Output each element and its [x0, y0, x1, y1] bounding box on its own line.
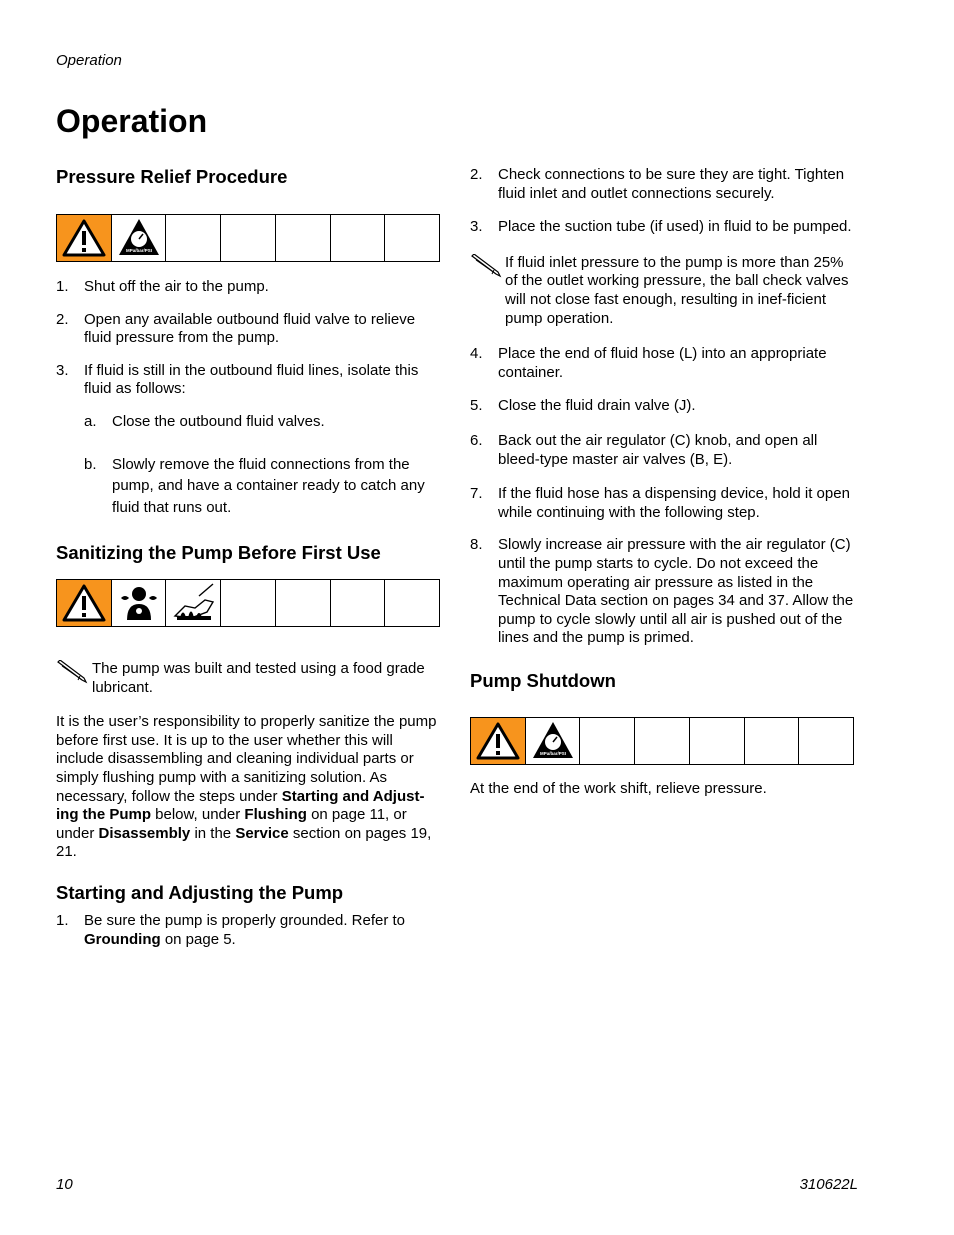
step — [470, 536, 854, 648]
empty-symbol-cell — [220, 580, 275, 626]
para-text: on page 11, or under — [56, 806, 407, 842]
substep-letter: b. — [84, 455, 97, 473]
para-text: It is the user’s responsibility to properly sanitize the pump before first use. It is up to the user whether this will include disassembling and cleaning individual parts or simply flushing pump with a sanitizing solution. As necessary, follow the steps under — [56, 713, 437, 805]
xref-flushing: Flushing — [244, 806, 307, 824]
xref-service: Service — [235, 824, 289, 842]
substep-text: Slowly remove the fluid connections from the pump, and have a container ready to catch any fluid that runs out. — [112, 455, 425, 516]
pressure-relief-heading: Pressure Relief Procedure — [56, 166, 288, 187]
gauge-units-label: MPa/bar/PSI — [125, 248, 152, 253]
step-number: 4. — [470, 345, 483, 363]
substep — [56, 413, 440, 432]
sanitizing-paragraph — [56, 713, 440, 862]
sanitizing-symbol-strip — [56, 579, 440, 627]
para-text: below, under — [151, 806, 245, 824]
step-text: Back out the air regulator (C) knob, and open all bleed-type master air valves (B, E). — [498, 431, 818, 468]
warning-triangle-icon — [471, 718, 525, 764]
step-number: 2. — [470, 166, 483, 183]
skin-injection-icon — [165, 580, 220, 626]
pencil-note-icon — [56, 660, 90, 684]
pencil-note-icon — [470, 254, 504, 278]
step-number: 3. — [470, 218, 483, 236]
pump-shutdown-text: At the end of the work shift, relieve pressure. — [470, 779, 767, 797]
substep-text: Close the outbound fluid valves. — [112, 412, 325, 430]
step-number: 5. — [470, 397, 483, 415]
step — [470, 345, 854, 382]
step-text: on page 5. — [160, 930, 236, 948]
toxic-fumes-icon — [111, 580, 166, 626]
step-number: 3. — [56, 361, 69, 379]
step — [56, 362, 440, 399]
step — [56, 912, 440, 949]
step — [470, 397, 854, 416]
step-text: Check connections to be sure they are tight. Tighten fluid inlet and outlet connections securely. — [498, 166, 845, 202]
step-text: Place the suction tube (if used) in fluid to be pumped. — [498, 218, 852, 236]
empty-symbol-cell — [689, 718, 744, 764]
empty-symbol-cell — [798, 718, 853, 764]
step-text: Place the end of fluid hose (L) into an appropriate container. — [498, 345, 827, 381]
pressure-gauge-icon — [525, 718, 580, 764]
warning-triangle-icon — [57, 215, 111, 261]
xref-starting-adjusting: Starting and Adjust-ing the Pump — [56, 787, 425, 824]
step-text: If the fluid hose has a dispensing device, hold it open while continuing with the following step. — [498, 485, 850, 521]
right-column — [470, 166, 854, 798]
xref-grounding: Grounding — [84, 930, 161, 948]
page-number: 10 — [56, 1176, 73, 1193]
empty-symbol-cell — [275, 580, 330, 626]
sanitizing-heading: Sanitizing the Pump Before First Use — [56, 542, 381, 564]
document-number: 310622L — [799, 1176, 858, 1193]
empty-symbol-cell — [165, 215, 220, 261]
note-text: The pump was built and tested using a food grade lubricant. — [92, 660, 425, 696]
empty-symbol-cell — [579, 718, 634, 764]
step-text: Be sure the pump is properly grounded. Refer to — [84, 912, 406, 929]
step-text: Close the fluid drain valve (J). — [498, 397, 696, 415]
empty-symbol-cell — [744, 718, 799, 764]
step — [470, 432, 854, 469]
starting-heading: Starting and Adjusting the Pump — [56, 882, 344, 903]
page-title: Operation — [56, 103, 208, 139]
pump-shutdown-symbol-strip — [470, 717, 854, 765]
substep-letter: a. — [84, 412, 97, 430]
step-number: 8. — [470, 536, 483, 554]
xref-disassembly: Disassembly — [98, 824, 191, 842]
pump-shutdown-heading: Pump Shutdown — [470, 669, 616, 691]
step-number: 7. — [470, 485, 483, 503]
note-text: If fluid inlet pressure to the pump is more than 25% of the outlet working pressure, the ball check valves will not close fast enough, resulting in inef-ficient pump operation. — [505, 253, 849, 327]
para-text: in the — [190, 824, 236, 842]
pressure-relief-symbol-strip — [56, 214, 440, 262]
step-number: 6. — [470, 431, 483, 449]
para-text: section on pages 19, 21. — [56, 824, 432, 861]
step — [56, 311, 440, 348]
gauge-units-label: MPa/bar/PSI — [539, 750, 566, 756]
step-number: 1. — [56, 278, 69, 295]
empty-symbol-cell — [330, 580, 385, 626]
step-text: If fluid is still in the outbound fluid lines, isolate this fluid as follows: — [84, 361, 419, 398]
empty-symbol-cell — [634, 718, 689, 764]
left-column — [56, 166, 440, 949]
step-text: Slowly increase air pressure with the air regulator (C) until the pump starts to cycle. Do not exceed the maximum operating air pressure as listed in the Technical Data section on pages 34 and 37. Allow the pump to cycle slowly until all air is pushed out of the lines and the pump is primed. — [498, 536, 854, 647]
inlet-pressure-note — [470, 254, 854, 328]
running-head: Operation — [56, 52, 122, 69]
empty-symbol-cell — [384, 580, 439, 626]
step-number: 1. — [56, 912, 69, 929]
step-text: Shut off the air to the pump. — [84, 278, 269, 295]
empty-symbol-cell — [220, 215, 275, 261]
step — [470, 485, 854, 522]
step — [470, 166, 854, 203]
warning-triangle-icon — [57, 580, 111, 626]
step-text: Open any available outbound fluid valve to relieve fluid pressure from the pump. — [84, 310, 416, 347]
empty-symbol-cell — [384, 215, 439, 261]
step — [470, 218, 854, 237]
empty-symbol-cell — [330, 215, 385, 261]
pressure-gauge-icon — [111, 215, 166, 261]
step-number: 2. — [56, 310, 69, 328]
sanitizing-note — [56, 660, 440, 697]
substep — [56, 454, 440, 519]
step — [56, 278, 440, 297]
empty-symbol-cell — [275, 215, 330, 261]
